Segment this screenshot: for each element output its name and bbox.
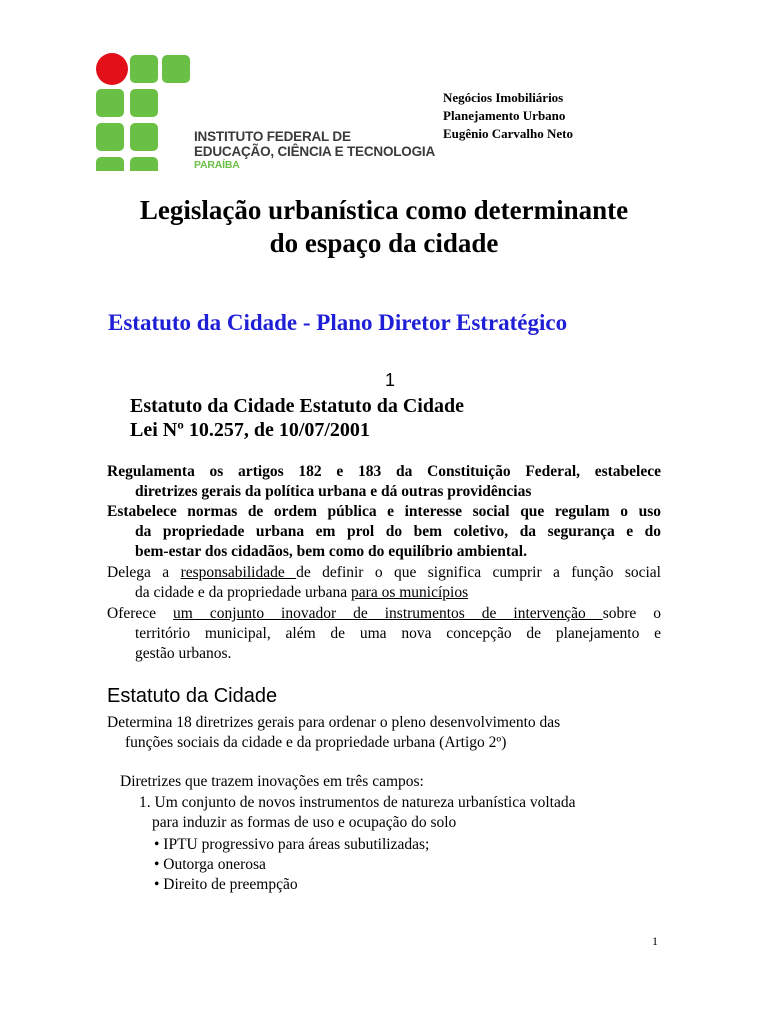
text-run: da cidade e da propriedade urbana — [135, 584, 352, 601]
slide-number: 1 — [385, 370, 396, 390]
paragraph-line — [107, 604, 661, 624]
text-run: de definir o que significa cumprir a função social — [296, 564, 661, 581]
logo-square — [96, 123, 124, 151]
logo-line-2: EDUCAÇÃO, CIÊNCIA E TECNOLOGIA — [194, 144, 436, 159]
paragraph-line — [107, 563, 661, 583]
paragraph-regulamenta — [107, 462, 661, 502]
logo-square — [130, 89, 158, 117]
paragraph-line: Determina 18 diretrizes gerais para ordenar o pleno desenvolvimento das — [107, 714, 561, 731]
logo-line-1: INSTITUTO FEDERAL DE — [194, 129, 351, 144]
logo-text — [194, 129, 435, 171]
page-number: 1 — [652, 934, 658, 948]
logo-square — [162, 55, 190, 83]
section2-heading: Estatuto da Cidade — [107, 685, 278, 707]
header-info — [443, 89, 573, 143]
paragraph-delega — [107, 563, 661, 603]
header-author: Eugênio Carvalho Neto — [443, 126, 573, 141]
section1-title: Estatuto da Cidade Estatuto da Cidade — [130, 395, 464, 417]
logo-square — [130, 55, 158, 83]
underlined-text: responsabilidade — [180, 564, 297, 581]
text-run: Oferece — [107, 605, 174, 622]
section1-law: Lei Nº 10.257, de 10/07/2001 — [130, 419, 370, 441]
paragraph-line: território municipal, além de uma nova concepção de planejamento e — [135, 625, 661, 642]
text-run: Delega a — [107, 564, 181, 581]
bullet-item: • Direito de preempção — [154, 876, 298, 893]
paragraph-line: gestão urbanos. — [135, 645, 232, 662]
bullet-item: • Outorga onerosa — [154, 856, 266, 873]
header-subject: Planejamento Urbano — [443, 108, 566, 123]
text-run: sobre o — [602, 605, 662, 622]
paragraph-line: diretrizes gerais da política urbana e dá outras providências — [135, 483, 532, 500]
paragraph-estabelece — [107, 502, 661, 562]
logo-square — [130, 123, 158, 151]
logo-red-circle — [96, 53, 128, 85]
underlined-text: para os municípios — [351, 584, 469, 601]
logo-square — [130, 157, 158, 171]
paragraph-determina — [107, 713, 560, 753]
title-line-2: do espaço da cidade — [269, 228, 499, 258]
paragraph-oferece — [107, 604, 661, 664]
paragraph-line: Regulamenta os artigos 182 e 183 da Constituição Federal, estabelece — [107, 463, 661, 480]
paragraph-line — [107, 583, 661, 603]
document-title — [0, 194, 768, 260]
subtitle: Estatuto da Cidade - Plano Diretor Estratégico — [108, 310, 568, 335]
section1-heading — [130, 394, 464, 442]
header-course: Negócios Imobiliários — [443, 90, 564, 105]
paragraph-line: bem-estar dos cidadãos, bem como do equilíbrio ambiental. — [135, 543, 527, 560]
logo-square — [96, 157, 124, 171]
bullet-item: • IPTU progressivo para áreas subutilizadas; — [154, 836, 430, 853]
paragraph-line: da propriedade urbana em prol do bem coletivo, da segurança e do — [135, 523, 661, 540]
paragraph-line: funções sociais da cidade e da propriedade urbana (Artigo 2º) — [125, 734, 507, 751]
logo-state: PARAÍBA — [194, 159, 240, 171]
logo-square — [96, 89, 124, 117]
item-line: 1. Um conjunto de novos instrumentos de natureza urbanística voltada — [139, 794, 576, 811]
underlined-text: um conjunto inovador de instrumentos de intervenção — [173, 605, 603, 622]
diretrizes-lead: Diretrizes que trazem inovações em três campos: — [120, 773, 424, 790]
title-line-1: Legislação urbanística como determinante — [139, 195, 629, 225]
ifpb-logo — [96, 55, 436, 173]
item-line: para induzir as formas de uso e ocupação do solo — [152, 814, 457, 831]
paragraph-line: Estabelece normas de ordem pública e interesse social que regulam o uso — [107, 503, 661, 520]
bullet-list — [154, 835, 429, 895]
numbered-item-1 — [139, 793, 575, 833]
